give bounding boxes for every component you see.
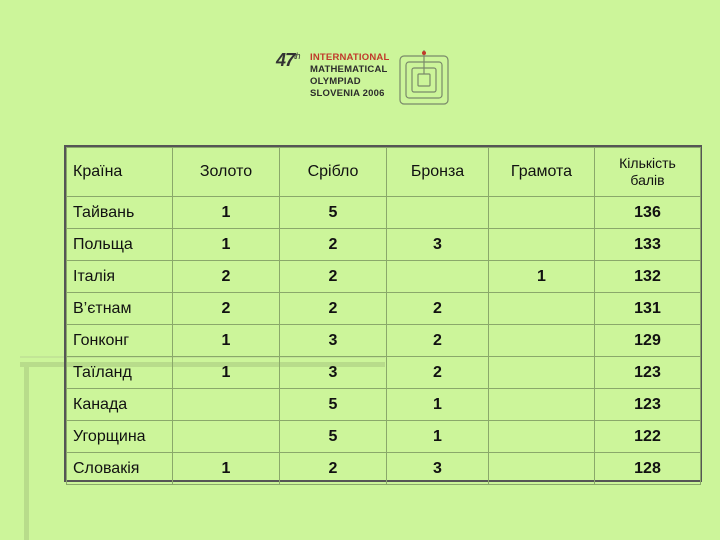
maze-logo-icon [396, 50, 456, 108]
decor-line [24, 362, 29, 540]
cell-silver: 3 [280, 325, 387, 357]
cell-points: 129 [595, 325, 701, 357]
cell-country: В’єтнам [67, 293, 173, 325]
cell-country: Словакія [67, 453, 173, 485]
cell-bronze: 3 [387, 453, 489, 485]
cell-points: 136 [595, 197, 701, 229]
logo-line: INTERNATIONAL [310, 52, 390, 63]
cell-gold [173, 389, 280, 421]
cell-gold: 1 [173, 229, 280, 261]
logo-edition: 47th [276, 50, 300, 70]
results-table [64, 145, 702, 482]
logo-line: MATHEMATICAL [310, 64, 388, 75]
cell-bronze [387, 261, 489, 293]
cell-silver: 2 [280, 453, 387, 485]
cell-country: Італія [67, 261, 173, 293]
cell-points: 133 [595, 229, 701, 261]
cell-bronze: 1 [387, 421, 489, 453]
cell-bronze: 2 [387, 325, 489, 357]
cell-country: Канада [67, 389, 173, 421]
header-gold: Золото [173, 148, 280, 197]
header-bronze: Бронза [387, 148, 489, 197]
cell-diploma [489, 197, 595, 229]
cell-country: Таїланд [67, 357, 173, 389]
cell-bronze: 2 [387, 293, 489, 325]
cell-country: Польща [67, 229, 173, 261]
cell-diploma [489, 421, 595, 453]
table-row [67, 357, 701, 389]
cell-silver: 2 [280, 261, 387, 293]
cell-country: Гонконг [67, 325, 173, 357]
cell-points: 132 [595, 261, 701, 293]
cell-gold: 2 [173, 261, 280, 293]
cell-points: 131 [595, 293, 701, 325]
cell-silver: 5 [280, 421, 387, 453]
cell-diploma [489, 325, 595, 357]
cell-gold: 2 [173, 293, 280, 325]
logo-line: OLYMPIAD [310, 76, 361, 87]
cell-gold: 1 [173, 197, 280, 229]
table-row [67, 389, 701, 421]
header-silver: Срібло [280, 148, 387, 197]
logo-line: SLOVENIA 2006 [310, 88, 385, 99]
cell-silver: 2 [280, 229, 387, 261]
table-row [67, 453, 701, 485]
cell-bronze: 1 [387, 389, 489, 421]
table-row [67, 421, 701, 453]
cell-bronze: 3 [387, 229, 489, 261]
cell-diploma [489, 293, 595, 325]
cell-points: 123 [595, 357, 701, 389]
imo-logo [272, 44, 472, 110]
cell-country: Тайвань [67, 197, 173, 229]
cell-points: 128 [595, 453, 701, 485]
table-row [67, 229, 701, 261]
cell-silver: 2 [280, 293, 387, 325]
cell-silver: 5 [280, 389, 387, 421]
cell-silver: 3 [280, 357, 387, 389]
table-row [67, 197, 701, 229]
cell-points: 123 [595, 389, 701, 421]
table-row [67, 261, 701, 293]
cell-gold: 1 [173, 357, 280, 389]
table-row [67, 325, 701, 357]
table-row [67, 293, 701, 325]
cell-gold: 1 [173, 325, 280, 357]
table-header-row [67, 148, 701, 197]
cell-bronze: 2 [387, 357, 489, 389]
header-points: Кількість балів [595, 148, 701, 197]
cell-diploma [489, 357, 595, 389]
cell-diploma: 1 [489, 261, 595, 293]
cell-silver: 5 [280, 197, 387, 229]
logo-text [310, 52, 389, 100]
cell-diploma [489, 453, 595, 485]
cell-diploma [489, 229, 595, 261]
cell-diploma [489, 389, 595, 421]
cell-bronze [387, 197, 489, 229]
cell-country: Угорщина [67, 421, 173, 453]
cell-gold: 1 [173, 453, 280, 485]
header-diploma: Грамота [489, 148, 595, 197]
cell-gold [173, 421, 280, 453]
header-country: Країна [67, 148, 173, 197]
cell-points: 122 [595, 421, 701, 453]
